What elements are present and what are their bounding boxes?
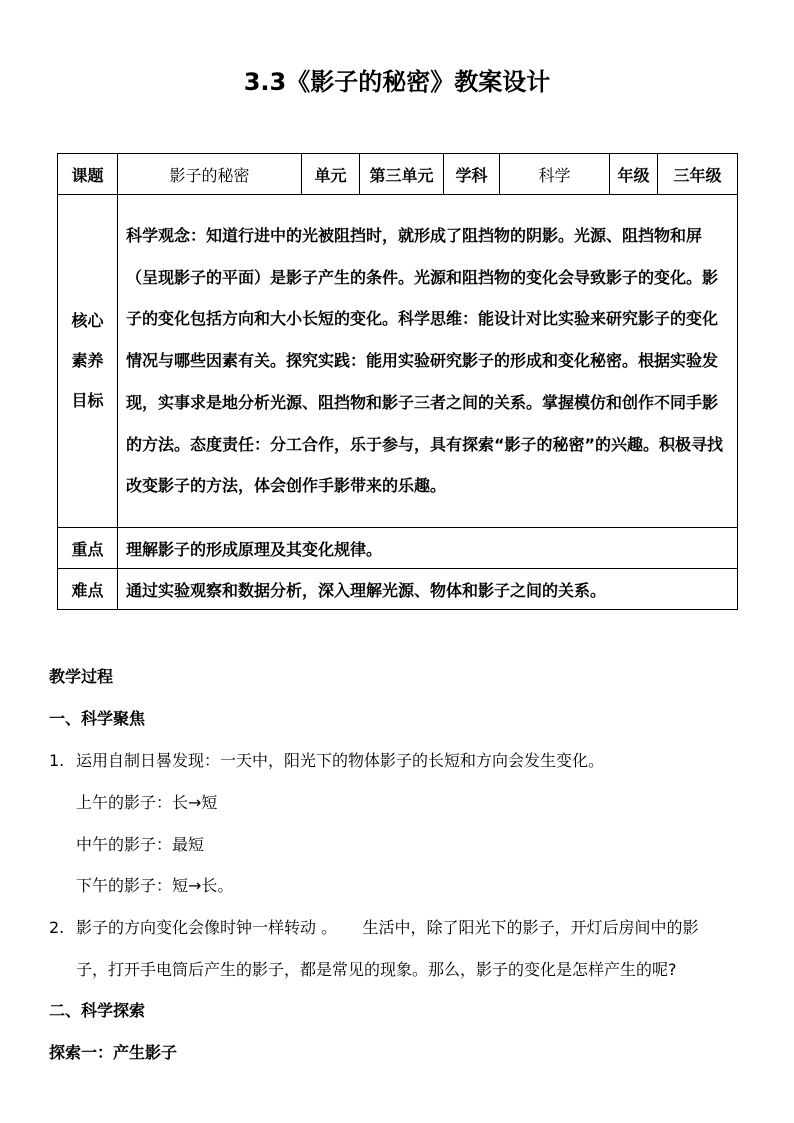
- key-point-value: 理解影子的形成原理及其变化规律。: [118, 528, 738, 569]
- teaching-process-heading: 教学过程: [49, 667, 114, 686]
- list-item: 下午的影子：短→长。: [76, 876, 234, 895]
- core-label-line: 目标: [71, 391, 104, 410]
- list-item: 上午的影子：长→短: [76, 793, 218, 812]
- core-label-line: 素养: [71, 351, 104, 370]
- list-number: 2.: [49, 918, 65, 937]
- list-item: 中午的影子：最短: [76, 835, 205, 854]
- table-row: [58, 195, 738, 528]
- difficulty-value: 通过实验观察和数据分析，深入理解光源、物体和影子之间的关系。: [118, 569, 738, 610]
- section-heading: 一、科学聚焦: [49, 709, 146, 728]
- lesson-info-table: [57, 153, 738, 610]
- unit-label: 单元: [302, 154, 360, 195]
- unit-value: 第三单元: [360, 154, 444, 195]
- course-label: 课题: [58, 154, 118, 195]
- core-label-line: 核心: [71, 311, 104, 330]
- core-goals-label: [58, 195, 118, 528]
- section-heading: 二、科学探索: [49, 1001, 146, 1020]
- table-row: [58, 528, 738, 569]
- core-goals-text: 科学观念：知道行进中的光被阻挡时，就形成了阻挡物的阴影。光源、阻挡物和屏（呈现影子的平面）是影子产生的条件。光源和阻挡物的变化会导致影子的变化。影子的变化包括方向和大小长短的变化。科学思维：能设计对比实验来研究影子的变化情况与哪些因素有关。探究实践：能用实验研究影子的形成和变化秘密。根据实验发现，实事求是地分析光源、阻挡物和影子三者之间的关系。掌握模仿和创作不同手影的方法。态度责任：分工合作，乐于参与，具有探索“影子的秘密”的兴趣。积极寻找改变影子的方法，体会创作手影带来的乐趣。: [118, 195, 738, 528]
- course-value: 影子的秘密: [118, 154, 302, 195]
- key-point-label: 重点: [58, 528, 118, 569]
- table-row: [58, 569, 738, 610]
- subsection-heading: 探索一：产生影子: [49, 1043, 178, 1062]
- grade-value: 三年级: [658, 154, 738, 195]
- subject-value: 科学: [500, 154, 610, 195]
- list-item: 运用自制日晷发现：一天中，阳光下的物体影子的长短和方向会发生变化。: [76, 751, 605, 770]
- table-row: [58, 154, 738, 195]
- list-item: 子，打开手电筒后产生的影子，都是常见的现象。那么，影子的变化是怎样产生的呢?: [76, 960, 677, 979]
- list-number: 1.: [49, 751, 65, 770]
- page-title: 3.3《影子的秘密》教案设计: [243, 68, 551, 96]
- list-item: 影子的方向变化会像时钟一样转动 。 生活中，除了阳光下的影子，开灯后房间中的影: [76, 918, 699, 937]
- subject-label: 学科: [444, 154, 500, 195]
- difficulty-label: 难点: [58, 569, 118, 610]
- grade-label: 年级: [610, 154, 658, 195]
